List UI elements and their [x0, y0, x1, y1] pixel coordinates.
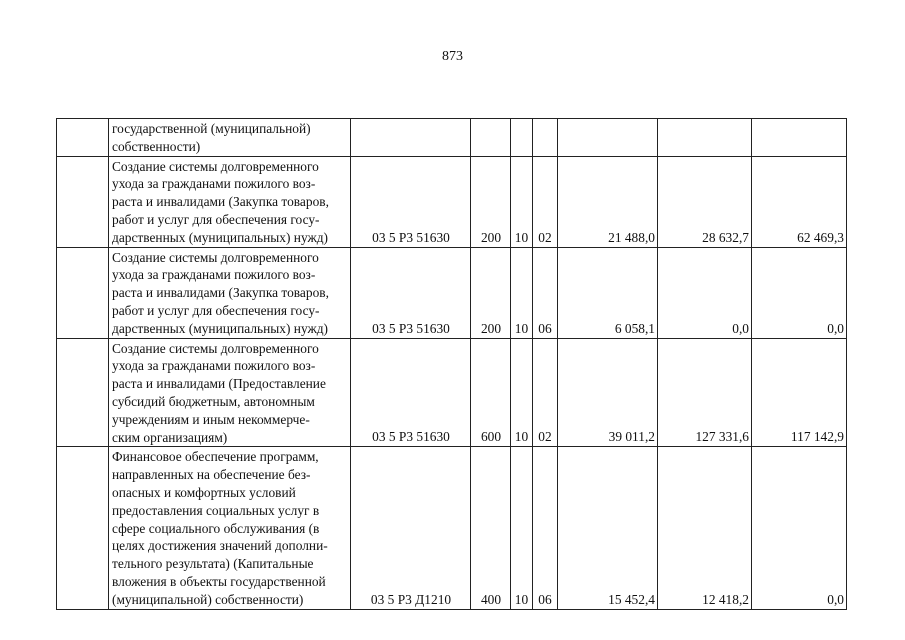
- section-cell: 10: [511, 247, 533, 338]
- row-number-cell: [57, 338, 109, 447]
- row-number-cell: [57, 156, 109, 247]
- year2-amount-cell: [658, 119, 752, 157]
- page-number: 873: [442, 49, 463, 64]
- item-name-cell: Создание системы долговременного ухода за гражданами пожилого воз- раста и инвалидами (Закупка товаров, работ и услуг для обеспечения госу- дарственных (муниципальных) нужд): [109, 247, 351, 338]
- item-name-cell: Создание системы долговременного ухода за гражданами пожилого воз- раста и инвалидами (Закупка товаров, работ и услуг для обеспечения госу- дарственных (муниципальных) нужд): [109, 156, 351, 247]
- year3-amount-cell: 0,0: [752, 247, 847, 338]
- section-cell: 10: [511, 447, 533, 609]
- year1-amount-cell: 21 488,0: [558, 156, 658, 247]
- target-article-cell: 03 5 Р3 51630: [351, 247, 471, 338]
- table-row: [57, 247, 847, 338]
- budget-table: [56, 118, 847, 610]
- row-number-cell: [57, 447, 109, 609]
- subsection-cell: 06: [533, 447, 558, 609]
- year3-amount-cell: 0,0: [752, 447, 847, 609]
- year3-amount-cell: [752, 119, 847, 157]
- item-name-cell: Создание системы долговременного ухода за гражданами пожилого воз- раста и инвалидами (Предоставление субсидий бюджетным, автономным учреждениям и иным некоммерче- ским организациям): [109, 338, 351, 447]
- section-cell: [511, 119, 533, 157]
- target-article-cell: 03 5 Р3 51630: [351, 338, 471, 447]
- subsection-cell: 02: [533, 338, 558, 447]
- expense-type-cell: [471, 119, 511, 157]
- expense-type-cell: 200: [471, 156, 511, 247]
- year3-amount-cell: 117 142,9: [752, 338, 847, 447]
- target-article-cell: 03 5 Р3 Д1210: [351, 447, 471, 609]
- subsection-cell: 06: [533, 247, 558, 338]
- year2-amount-cell: 127 331,6: [658, 338, 752, 447]
- item-name-cell: государственной (муниципальной) собственности): [109, 119, 351, 157]
- table-row: [57, 338, 847, 447]
- expense-type-cell: 600: [471, 338, 511, 447]
- year1-amount-cell: 6 058,1: [558, 247, 658, 338]
- year1-amount-cell: [558, 119, 658, 157]
- section-cell: 10: [511, 156, 533, 247]
- section-cell: 10: [511, 338, 533, 447]
- target-article-cell: 03 5 Р3 51630: [351, 156, 471, 247]
- expense-type-cell: 400: [471, 447, 511, 609]
- expense-type-cell: 200: [471, 247, 511, 338]
- year2-amount-cell: 0,0: [658, 247, 752, 338]
- year3-amount-cell: 62 469,3: [752, 156, 847, 247]
- table-row: [57, 156, 847, 247]
- subsection-cell: 02: [533, 156, 558, 247]
- subsection-cell: [533, 119, 558, 157]
- table-row: [57, 119, 847, 157]
- year1-amount-cell: 15 452,4: [558, 447, 658, 609]
- row-number-cell: [57, 119, 109, 157]
- item-name-cell: Финансовое обеспечение программ, направленных на обеспечение без- опасных и комфортных условий предоставления социальных услуг в сфере социального обслуживания (в целях достижения значений дополни- тельного результата) (Капитальные вложения в объекты государственной (муниципальной) собственности): [109, 447, 351, 609]
- target-article-cell: [351, 119, 471, 157]
- table-row: [57, 447, 847, 609]
- year1-amount-cell: 39 011,2: [558, 338, 658, 447]
- row-number-cell: [57, 247, 109, 338]
- year2-amount-cell: 12 418,2: [658, 447, 752, 609]
- year2-amount-cell: 28 632,7: [658, 156, 752, 247]
